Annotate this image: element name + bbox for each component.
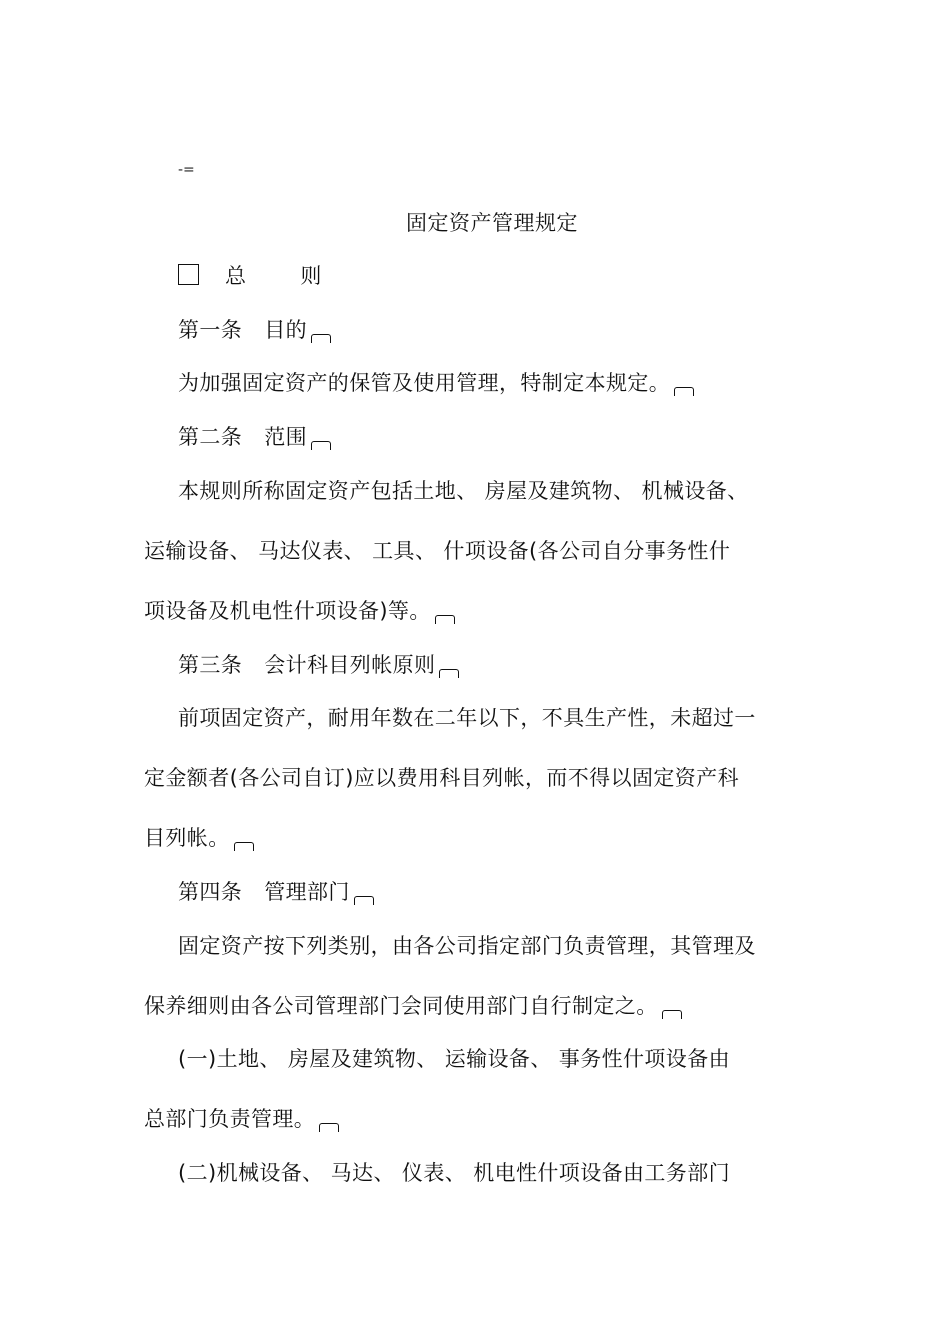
article-heading <box>178 875 814 909</box>
article-subject: 目的 <box>264 318 308 342</box>
paragraph-text: 项设备及机电性什项设备)等。 <box>144 599 431 623</box>
paragraph-mark-icon <box>311 334 331 343</box>
paragraph-line <box>144 594 814 628</box>
paragraph-mark-icon <box>435 615 455 624</box>
article-heading <box>178 648 814 682</box>
paragraph-line <box>178 929 814 963</box>
paragraph-mark-icon <box>439 669 459 678</box>
paragraph-line <box>178 474 814 508</box>
paragraph-line <box>178 366 814 400</box>
paragraph-text: 定金额者(各公司自订)应以费用科目列帐，而不得以固定资产科 <box>144 766 739 790</box>
paragraph-mark-icon <box>311 441 331 450</box>
checkbox-square-icon <box>178 264 199 285</box>
paragraph-text: 总部门负责管理。 <box>144 1107 316 1131</box>
paragraph-line <box>144 761 814 795</box>
paragraph-text: 为加强固定资产的保管及使用管理，特制定本规定。 <box>178 371 671 395</box>
paragraph-line <box>178 1156 814 1190</box>
article-number: 第四条 <box>178 880 243 904</box>
paragraph-text: 本规则所称固定资产包括土地、 房屋及建筑物、 机械设备、 <box>178 479 749 503</box>
article-number: 第一条 <box>178 318 243 342</box>
paragraph-mark-icon <box>234 842 254 851</box>
paragraph-mark-icon <box>319 1123 339 1132</box>
paragraph-mark-icon <box>662 1010 682 1019</box>
article-number: 第三条 <box>178 653 243 677</box>
paragraph-mark-icon <box>674 387 694 396</box>
paragraph-text: 运输设备、 马达仪表、 工具、 什项设备(各公司自分事务性什 <box>144 539 731 563</box>
paragraph-line <box>144 534 814 568</box>
article-subject: 管理部门 <box>264 880 350 904</box>
paragraph-text: (二)机械设备、 马达、 仪表、 机电性什项设备由工务部门 <box>178 1161 731 1185</box>
article-number: 第二条 <box>178 425 243 449</box>
paragraph-line <box>144 1102 814 1136</box>
paragraph-line <box>144 989 814 1023</box>
paragraph-text: 固定资产按下列类别，由各公司指定部门负责管理，其管理及 <box>178 934 756 958</box>
chapter-heading <box>178 259 814 293</box>
paragraph-line <box>178 1042 814 1076</box>
paragraph-text: 保养细则由各公司管理部门会同使用部门自行制定之。 <box>144 994 658 1018</box>
article-subject: 范围 <box>264 425 308 449</box>
paragraph-mark-icon <box>354 896 374 905</box>
article-heading <box>178 420 814 454</box>
paragraph-text: 目列帐。 <box>144 826 230 850</box>
article-subject: 会计科目列帐原则 <box>264 653 436 677</box>
paragraph-line <box>144 821 814 855</box>
paragraph-text: 前项固定资产，耐用年数在二年以下，不具生产性，未超过一 <box>178 706 756 730</box>
paragraph-text: (一)土地、 房屋及建筑物、 运输设备、 事务性什项设备由 <box>178 1047 731 1071</box>
article-heading <box>178 313 814 347</box>
header-mark: -= <box>178 162 195 178</box>
chapter-word-2: 则 <box>300 264 322 288</box>
document-title: 固定资产管理规定 <box>406 211 578 235</box>
paragraph-line <box>178 701 814 735</box>
chapter-word-1: 总 <box>225 264 247 288</box>
